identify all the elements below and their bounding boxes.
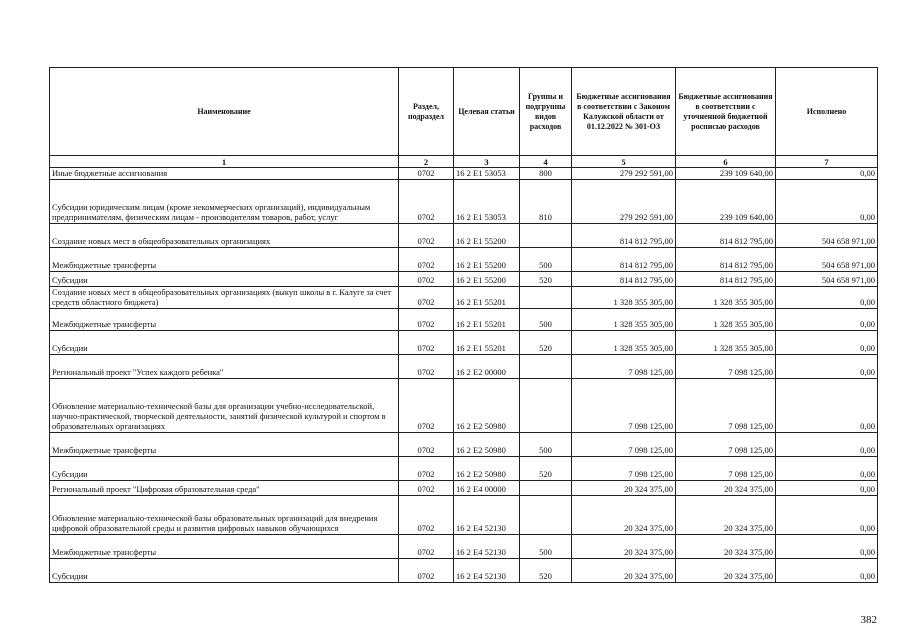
table-row: [50, 535, 878, 559]
row-executed: 0,00: [776, 180, 878, 224]
table-row: [50, 224, 878, 248]
row-group: 810: [520, 180, 572, 224]
row-target: 16 2 E4 00000: [454, 481, 520, 496]
row-updated-allocation: 7 098 125,00: [676, 457, 776, 481]
column-number: 5: [572, 156, 676, 168]
row-name: Межбюджетные трансферты: [50, 309, 399, 331]
row-updated-allocation: 814 812 795,00: [676, 272, 776, 287]
row-name: Субсидии: [50, 331, 399, 355]
row-group: 520: [520, 272, 572, 287]
row-target: 16 2 E1 55200: [454, 224, 520, 248]
row-law-allocation: 1 328 355 305,00: [572, 331, 676, 355]
row-target: 16 2 E1 55200: [454, 272, 520, 287]
table-row: [50, 168, 878, 180]
row-law-allocation: 7 098 125,00: [572, 433, 676, 457]
row-target: 16 2 E2 50980: [454, 433, 520, 457]
row-updated-allocation: 239 109 640,00: [676, 168, 776, 180]
row-section: 0702: [399, 355, 454, 379]
row-updated-allocation: 1 328 355 305,00: [676, 331, 776, 355]
row-target: 16 2 E4 52130: [454, 559, 520, 583]
header-executed: Исполнено: [776, 68, 878, 156]
row-group: [520, 496, 572, 535]
row-section: 0702: [399, 309, 454, 331]
row-law-allocation: 814 812 795,00: [572, 224, 676, 248]
row-section: 0702: [399, 272, 454, 287]
row-section: 0702: [399, 457, 454, 481]
row-target: 16 2 E1 55200: [454, 248, 520, 272]
row-executed: 0,00: [776, 309, 878, 331]
row-name: Межбюджетные трансферты: [50, 248, 399, 272]
row-name: Межбюджетные трансферты: [50, 433, 399, 457]
row-law-allocation: 20 324 375,00: [572, 496, 676, 535]
row-executed: 0,00: [776, 355, 878, 379]
table-row: [50, 433, 878, 457]
row-section: 0702: [399, 496, 454, 535]
row-law-allocation: 1 328 355 305,00: [572, 309, 676, 331]
row-updated-allocation: 814 812 795,00: [676, 248, 776, 272]
row-group: 500: [520, 433, 572, 457]
row-group: [520, 481, 572, 496]
row-law-allocation: 7 098 125,00: [572, 355, 676, 379]
row-target: 16 2 E1 55201: [454, 287, 520, 309]
row-law-allocation: 20 324 375,00: [572, 535, 676, 559]
row-executed: 0,00: [776, 287, 878, 309]
row-name: Создание новых мест в общеобразовательных организациях: [50, 224, 399, 248]
row-section: 0702: [399, 248, 454, 272]
header-section: Раздел, подраздел: [399, 68, 454, 156]
table-row: [50, 379, 878, 433]
row-group: 520: [520, 559, 572, 583]
header-group: Группы и подгруппы видов расходов: [520, 68, 572, 156]
column-number-row: [50, 156, 878, 168]
row-group: 800: [520, 168, 572, 180]
row-law-allocation: 814 812 795,00: [572, 248, 676, 272]
row-law-allocation: 20 324 375,00: [572, 481, 676, 496]
row-target: 16 2 E2 00000: [454, 355, 520, 379]
page-number: 382: [860, 614, 877, 626]
row-executed: 0,00: [776, 433, 878, 457]
row-updated-allocation: 20 324 375,00: [676, 481, 776, 496]
row-group: [520, 379, 572, 433]
table-row: [50, 272, 878, 287]
row-executed: 0,00: [776, 481, 878, 496]
row-section: 0702: [399, 180, 454, 224]
row-name: Субсидии юридическим лицам (кроме некоммерческих организаций), индивидуальным предпринимателям, физическим лицам - производителям товаров, работ, услуг: [50, 180, 399, 224]
row-name: Субсидии: [50, 272, 399, 287]
column-number: 6: [676, 156, 776, 168]
row-name: Обновление материально-технической базы образовательных организаций для внедрения цифровой образовательной среды и развития цифровых навыков обучающихся: [50, 496, 399, 535]
table-row: [50, 355, 878, 379]
row-name: Субсидии: [50, 559, 399, 583]
column-number: 1: [50, 156, 399, 168]
table-row: [50, 287, 878, 309]
row-executed: 0,00: [776, 379, 878, 433]
column-number: 3: [454, 156, 520, 168]
row-updated-allocation: 20 324 375,00: [676, 496, 776, 535]
row-updated-allocation: 7 098 125,00: [676, 379, 776, 433]
row-law-allocation: 279 292 591,00: [572, 180, 676, 224]
row-executed: 0,00: [776, 496, 878, 535]
header-updated-allocation: Бюджетные ассигнования в соответствии с уточненной бюджетной росписью расходов: [676, 68, 776, 156]
row-updated-allocation: 814 812 795,00: [676, 224, 776, 248]
row-name: Региональный проект "Цифровая образовательная среда": [50, 481, 399, 496]
budget-table: [49, 67, 878, 583]
column-number: 4: [520, 156, 572, 168]
row-target: 16 2 E1 53053: [454, 180, 520, 224]
row-executed: 504 658 971,00: [776, 248, 878, 272]
table-row: [50, 481, 878, 496]
table-row: [50, 180, 878, 224]
row-executed: 0,00: [776, 457, 878, 481]
row-updated-allocation: 20 324 375,00: [676, 559, 776, 583]
row-group: 520: [520, 331, 572, 355]
row-name: Обновление материально-технической базы для организации учебно-исследовательской, научно-практической, творческой деятельности, занятий физической культурой и спортом в образовательных организациях: [50, 379, 399, 433]
row-executed: 0,00: [776, 535, 878, 559]
table-row: [50, 559, 878, 583]
table-row: [50, 309, 878, 331]
row-updated-allocation: 1 328 355 305,00: [676, 309, 776, 331]
row-group: [520, 224, 572, 248]
row-target: 16 2 E2 50980: [454, 457, 520, 481]
table-row: [50, 248, 878, 272]
row-executed: 504 658 971,00: [776, 272, 878, 287]
row-section: 0702: [399, 331, 454, 355]
row-target: 16 2 E4 52130: [454, 496, 520, 535]
row-target: 16 2 E2 50980: [454, 379, 520, 433]
row-name: Создание новых мест в общеобразовательных организациях (выкуп школы в г. Калуге за счет средств областного бюджета): [50, 287, 399, 309]
row-law-allocation: 279 292 591,00: [572, 168, 676, 180]
row-section: 0702: [399, 481, 454, 496]
row-law-allocation: 7 098 125,00: [572, 457, 676, 481]
row-target: 16 2 E1 55201: [454, 331, 520, 355]
row-updated-allocation: 1 328 355 305,00: [676, 287, 776, 309]
table-row: [50, 457, 878, 481]
row-target: 16 2 E1 53053: [454, 168, 520, 180]
row-name: Межбюджетные трансферты: [50, 535, 399, 559]
table-header-row: [50, 68, 878, 156]
row-section: 0702: [399, 379, 454, 433]
row-law-allocation: 7 098 125,00: [572, 379, 676, 433]
row-law-allocation: 814 812 795,00: [572, 272, 676, 287]
row-section: 0702: [399, 287, 454, 309]
row-executed: 0,00: [776, 168, 878, 180]
row-updated-allocation: 7 098 125,00: [676, 355, 776, 379]
header-name: Наименование: [50, 68, 399, 156]
row-target: 16 2 E4 52130: [454, 535, 520, 559]
row-section: 0702: [399, 433, 454, 457]
row-group: 500: [520, 535, 572, 559]
row-group: [520, 355, 572, 379]
row-executed: 0,00: [776, 331, 878, 355]
row-target: 16 2 E1 55201: [454, 309, 520, 331]
row-name: Иные бюджетные ассигнования: [50, 168, 399, 180]
row-name: Субсидии: [50, 457, 399, 481]
row-name: Региональный проект "Успех каждого ребенка": [50, 355, 399, 379]
row-updated-allocation: 239 109 640,00: [676, 180, 776, 224]
header-law-allocation: Бюджетные ассигнования в соответствии с Законом Калужской области от 01.12.2022 № 301-ОЗ: [572, 68, 676, 156]
row-section: 0702: [399, 224, 454, 248]
row-group: 500: [520, 309, 572, 331]
header-target: Целевая статьи: [454, 68, 520, 156]
table-row: [50, 331, 878, 355]
row-section: 0702: [399, 535, 454, 559]
row-law-allocation: 20 324 375,00: [572, 559, 676, 583]
row-updated-allocation: 20 324 375,00: [676, 535, 776, 559]
row-law-allocation: 1 328 355 305,00: [572, 287, 676, 309]
row-section: 0702: [399, 168, 454, 180]
row-group: 500: [520, 248, 572, 272]
row-group: [520, 287, 572, 309]
row-updated-allocation: 7 098 125,00: [676, 433, 776, 457]
row-section: 0702: [399, 559, 454, 583]
row-group: 520: [520, 457, 572, 481]
table-body: [50, 168, 878, 583]
column-number: 7: [776, 156, 878, 168]
row-executed: 504 658 971,00: [776, 224, 878, 248]
table-row: [50, 496, 878, 535]
row-executed: 0,00: [776, 559, 878, 583]
column-number: 2: [399, 156, 454, 168]
